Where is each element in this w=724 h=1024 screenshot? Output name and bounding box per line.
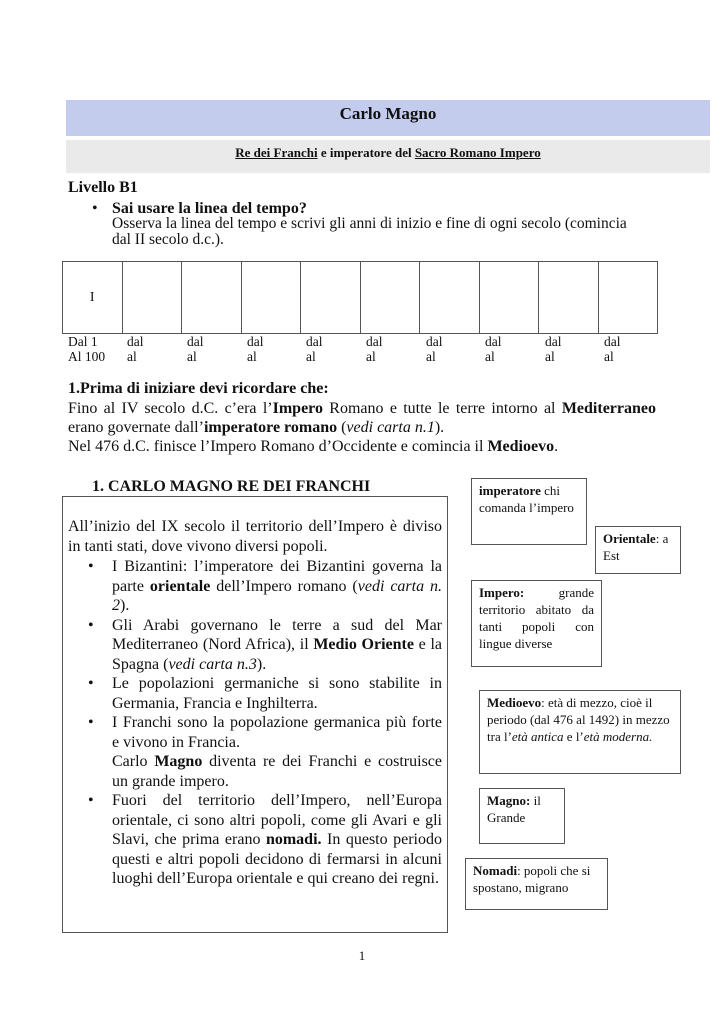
subtitle-part1: Re dei Franchi bbox=[235, 145, 318, 160]
timeline-label bbox=[247, 334, 264, 364]
text-run-bold: imperatore romano bbox=[203, 419, 338, 436]
glossary-box-magno bbox=[479, 788, 565, 844]
section2-bullets bbox=[68, 557, 442, 889]
timeline-label-to: al bbox=[247, 349, 257, 364]
text-run-italic: vedi carta n.1 bbox=[346, 419, 435, 436]
timeline-label-from: dal bbox=[127, 334, 144, 349]
glossary-box-imperatore bbox=[471, 478, 587, 545]
text-run-bold: Medioevo bbox=[487, 438, 555, 455]
timeline-label-to: al bbox=[485, 349, 495, 364]
timeline-label bbox=[306, 334, 323, 364]
glossary-term: Medioevo bbox=[487, 695, 542, 710]
timeline-label-from: dal bbox=[545, 334, 562, 349]
page-title: Carlo Magno bbox=[339, 104, 437, 123]
bullet-dot: • bbox=[88, 714, 94, 731]
glossary-term: Magno: bbox=[487, 793, 531, 808]
timeline-cell[interactable] bbox=[480, 262, 540, 333]
glossary-definition: : a Est bbox=[603, 531, 669, 563]
glossary-box-nomadi bbox=[465, 858, 608, 910]
text-run: erano governate dall’ bbox=[68, 419, 204, 436]
timeline-label bbox=[187, 334, 204, 364]
glossary-definition: grande territorio abitato da tanti popoli con lingue diverse bbox=[479, 585, 594, 651]
timeline-cell-label: I bbox=[89, 289, 95, 305]
level-heading: Livello B1 bbox=[68, 179, 138, 196]
text-run: diventa re dei Franchi e costruisce un grande impero. bbox=[112, 753, 442, 790]
text-run: Le popolazioni germaniche si sono stabilite in Germania, Francia e Inghilterra. bbox=[112, 675, 442, 712]
question-text: Osserva la linea del tempo e scrivi gli anni di inizio e fine di ogni secolo (comincia dal II secolo d.c.). bbox=[112, 215, 627, 248]
timeline-label-to: al bbox=[127, 349, 137, 364]
timeline-label bbox=[426, 334, 443, 364]
text-run: ). bbox=[434, 419, 445, 436]
bullet-dot: • bbox=[88, 792, 94, 809]
glossary-box-medioevo bbox=[479, 690, 681, 774]
timeline-label-to: al bbox=[426, 349, 436, 364]
timeline-label-to: Al 100 bbox=[68, 349, 106, 364]
timeline-cell[interactable] bbox=[361, 262, 421, 333]
list-item bbox=[68, 616, 442, 675]
glossary-box-orientale bbox=[595, 526, 681, 574]
timeline-label-to: al bbox=[306, 349, 316, 364]
list-item-continuation bbox=[68, 752, 442, 791]
list-item bbox=[68, 557, 442, 616]
text-run: . bbox=[554, 438, 559, 455]
timeline-cell[interactable] bbox=[420, 262, 480, 333]
section1-title: 1.Prima di iniziare devi ricordare che: bbox=[68, 380, 329, 397]
subtitle-part2: e imperatore del bbox=[317, 145, 415, 160]
glossary-definition: : popoli che si spostano, migrano bbox=[473, 863, 591, 895]
timeline-label bbox=[485, 334, 502, 364]
glossary-term: Impero: bbox=[479, 585, 525, 600]
list-item bbox=[68, 791, 442, 889]
timeline-label-to: al bbox=[187, 349, 197, 364]
timeline-cell[interactable] bbox=[182, 262, 242, 333]
timeline-label-from: dal bbox=[247, 334, 264, 349]
text-run-bold: orientale bbox=[149, 577, 211, 595]
timeline-label-from: dal bbox=[187, 334, 204, 349]
text-run: Fuori del territorio dell’Impero, nell’Europa orientale, ci sono altri popoli, come gli Avari e gli Slavi, che prima erano bbox=[112, 792, 442, 848]
glossary-box-impero bbox=[471, 580, 602, 667]
timeline-label-from: Dal 1 bbox=[68, 334, 98, 349]
list-item bbox=[68, 674, 442, 713]
page-number: 1 bbox=[358, 948, 366, 963]
timeline-label-first bbox=[68, 334, 105, 364]
timeline-cell[interactable] bbox=[123, 262, 183, 333]
glossary-definition: il Grande bbox=[487, 793, 541, 825]
glossary-definition: e l’ bbox=[563, 729, 584, 744]
text-run-bold: Magno bbox=[154, 753, 203, 770]
glossary-definition: : età di mezzo, cioè il periodo (dal 476 al 1492) in mezzo tra l’ bbox=[487, 695, 670, 744]
section1-paragraph2 bbox=[68, 437, 656, 456]
section2-title: 1. CARLO MAGNO RE DEI FRANCHI bbox=[92, 478, 371, 495]
question-title: Sai usare la linea del tempo? bbox=[112, 200, 307, 217]
text-run-bold: Mediterraneo bbox=[561, 400, 657, 417]
timeline-label-to: al bbox=[604, 349, 614, 364]
section2-intro: All’inizio del IX secolo il territorio dell’Impero è diviso in tanti stati, dove vivono diversi popoli. bbox=[68, 518, 442, 555]
list-item bbox=[68, 713, 442, 752]
text-run: I Bizantini: l’imperatore dei Bizantini governa la parte bbox=[112, 558, 442, 595]
timeline-label-from: dal bbox=[306, 334, 323, 349]
timeline-label bbox=[366, 334, 383, 364]
timeline-grid bbox=[62, 261, 658, 334]
glossary-term: Nomadi bbox=[473, 863, 518, 878]
bullet-dot: • bbox=[88, 616, 94, 634]
text-run: ). bbox=[256, 655, 267, 673]
text-run-bold: nomadi. bbox=[265, 831, 322, 848]
text-run: e la Spagna ( bbox=[112, 636, 442, 673]
timeline-label bbox=[127, 334, 144, 364]
timeline-label-from: dal bbox=[366, 334, 383, 349]
bullet-dot: • bbox=[88, 558, 94, 575]
title-bar bbox=[66, 100, 710, 136]
text-run-bold: Medio Oriente bbox=[313, 636, 414, 653]
text-run: Nel 476 d.C. finisce l’Impero Romano d’Occidente e comincia il bbox=[68, 438, 488, 455]
timeline-label-from: dal bbox=[485, 334, 502, 349]
text-run-bold: Impero bbox=[272, 400, 323, 417]
text-run: ). bbox=[120, 597, 130, 614]
subtitle-bar bbox=[66, 140, 710, 173]
text-run: dell’Impero romano ( bbox=[210, 577, 358, 595]
glossary-definition-italic: età antica bbox=[511, 729, 564, 744]
timeline-label bbox=[545, 334, 562, 364]
text-run-italic: vedi carta n. 2 bbox=[112, 577, 442, 614]
timeline-label-to: al bbox=[545, 349, 555, 364]
text-run: Gli Arabi governano le terre a sud del Mar Mediterraneo (Nord Africa), il bbox=[112, 616, 442, 653]
timeline-label-to: al bbox=[366, 349, 376, 364]
section1-paragraph1 bbox=[68, 399, 656, 437]
text-run: I Franchi sono la popolazione germanica più forte e vivono in Francia. bbox=[112, 714, 442, 751]
glossary-definition: chi comanda l’impero bbox=[479, 483, 574, 515]
text-run: ( bbox=[337, 419, 347, 436]
glossary-definition-italic: età moderna. bbox=[583, 729, 653, 744]
timeline-label bbox=[604, 334, 621, 364]
section1-text bbox=[68, 399, 656, 456]
timeline-cell[interactable] bbox=[301, 262, 361, 333]
text-run: Romano e tutte le terre intorno al bbox=[322, 400, 562, 417]
glossary-term: Orientale bbox=[603, 531, 656, 546]
subtitle-part3: Sacro Romano Impero bbox=[414, 145, 541, 160]
text-run: Carlo bbox=[112, 753, 155, 770]
timeline-label-from: dal bbox=[604, 334, 621, 349]
text-run: In questo periodo questi e altri popoli decidono di fermarsi in alcuni luoghi dell’Europa orientale e qui creano dei regni. bbox=[112, 831, 442, 887]
bullet-dot: • bbox=[88, 675, 94, 692]
text-run-italic: vedi carta n.3 bbox=[168, 655, 257, 673]
text-run: Fino al IV secolo d.C. c’era l’ bbox=[68, 400, 273, 417]
timeline-cell[interactable] bbox=[539, 262, 599, 333]
question-bullet: • bbox=[92, 200, 98, 217]
glossary-term: imperatore bbox=[479, 483, 541, 498]
timeline-cell-first bbox=[63, 262, 123, 333]
timeline-cell[interactable] bbox=[599, 262, 658, 333]
timeline-label-from: dal bbox=[426, 334, 443, 349]
timeline-cell[interactable] bbox=[242, 262, 302, 333]
